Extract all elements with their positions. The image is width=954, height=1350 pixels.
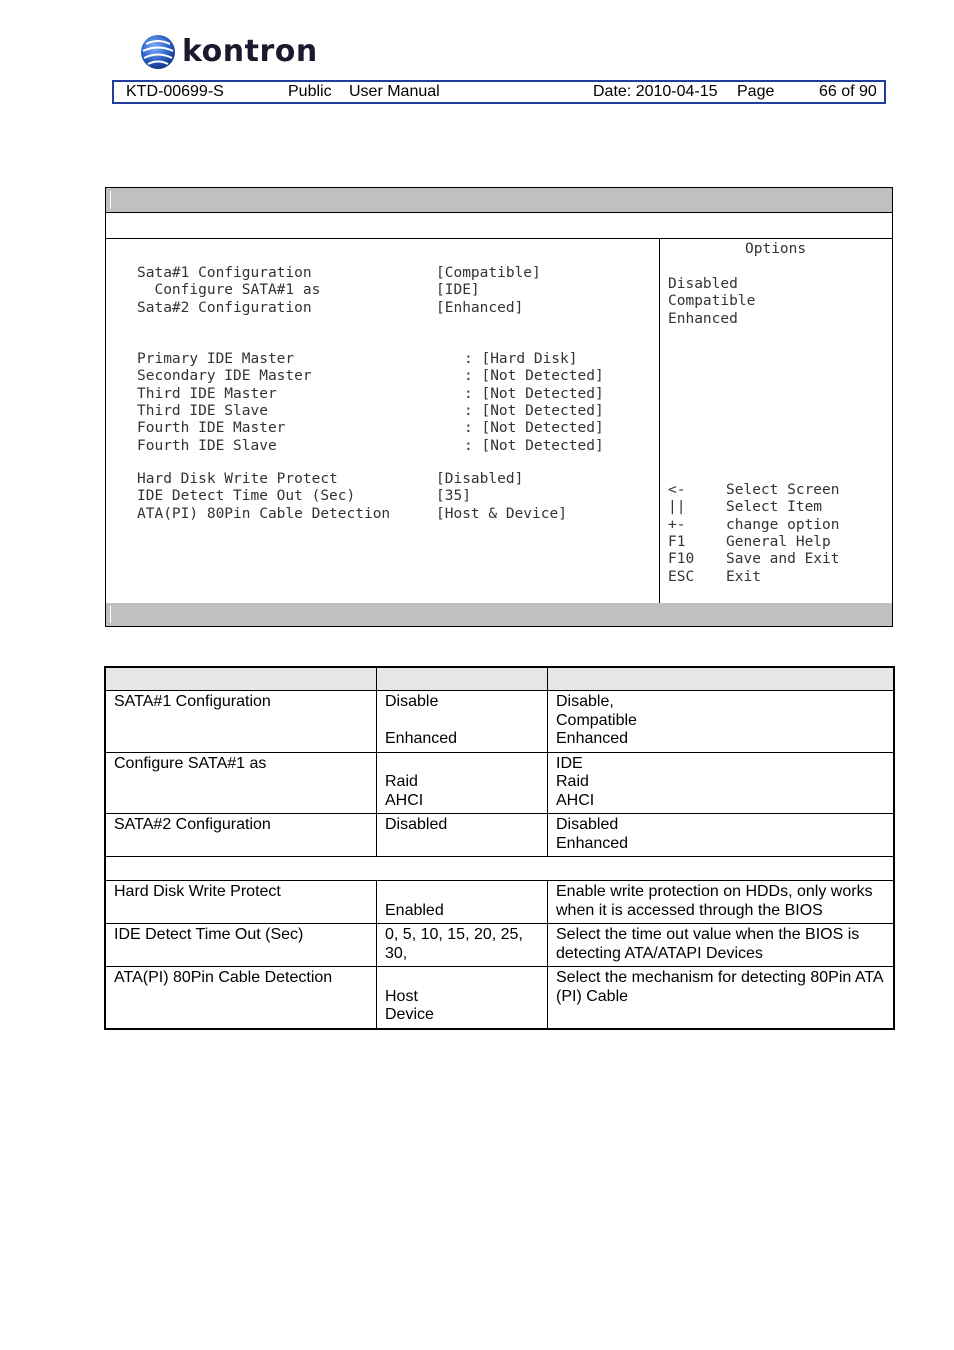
description-cell <box>548 691 895 753</box>
cell-line: Disable, <box>556 693 614 710</box>
bios-setting-value: [Compatible] <box>436 265 541 281</box>
options-cell <box>377 814 548 857</box>
bios-option-item: Disabled <box>668 276 738 292</box>
cell-line: Disabled <box>385 816 448 833</box>
bios-title-bar <box>106 188 892 213</box>
cell-line <box>385 883 539 902</box>
cell-line <box>385 712 539 731</box>
cell-line: detecting ATA/ATAPI Devices <box>556 944 763 962</box>
bios-setting-label: Fourth IDE Slave <box>137 437 277 454</box>
table-spacer-row <box>105 857 894 881</box>
bios-setting-label: Third IDE Master <box>137 385 277 402</box>
table-header-cell <box>548 667 895 691</box>
cell-line: Enabled <box>385 901 444 919</box>
feature-cell: SATA#1 Configuration <box>105 691 377 753</box>
feature-cell: SATA#2 Configuration <box>105 814 377 857</box>
bios-setting-label: Third IDE Slave <box>137 402 268 419</box>
options-cell <box>377 881 548 924</box>
options-cell <box>377 967 548 1029</box>
cell-line: AHCI <box>556 791 595 809</box>
document-header <box>112 80 886 104</box>
feature-cell: ATA(PI) 80Pin Cable Detection <box>105 967 377 1029</box>
bios-settings-table <box>104 666 895 1030</box>
bios-setting-label: ATA(PI) 80Pin Cable Detection <box>137 505 391 522</box>
doc-date: Date: 2010-04-15 <box>593 83 718 100</box>
cell-line: Select the mechanism for detecting 80Pin ATA <box>556 969 884 986</box>
bios-setting-label: Sata#1 Configuration <box>137 265 312 281</box>
bios-status-bar <box>106 603 892 626</box>
bios-key: <- <box>668 482 686 498</box>
table-spacer-cell <box>105 857 894 881</box>
cell-line <box>385 755 539 774</box>
bios-key-action: change option <box>726 516 840 533</box>
description-cell <box>548 924 895 967</box>
feature-cell: Configure SATA#1 as <box>105 752 377 814</box>
cell-line: Device <box>385 1006 434 1023</box>
bios-setting-value: : [Not Detected] <box>464 385 604 402</box>
table-row <box>105 967 894 1029</box>
cell-line: Compatible <box>556 711 637 729</box>
kontron-globe-icon <box>140 34 176 70</box>
bios-setting-value: [Enhanced] <box>436 299 524 316</box>
cell-line: Host <box>385 987 418 1005</box>
options-title: Options <box>745 241 807 257</box>
bios-menu-bar <box>106 213 892 239</box>
kontron-logo <box>140 32 318 72</box>
page-label: Page <box>737 83 775 100</box>
cell-line <box>385 969 539 988</box>
bios-setting-value: [IDE] <box>436 282 480 299</box>
cell-line: when it is accessed through the BIOS <box>556 901 823 919</box>
cell-line: Disabled <box>556 816 619 833</box>
cell-line: Select the time out value when the BIOS is <box>556 926 860 943</box>
cell-line: 0, 5, 10, 15, 20, 25, <box>385 926 523 943</box>
bios-setting-label: Hard Disk Write Protect <box>137 471 338 487</box>
bios-option-item: Compatible <box>668 293 756 310</box>
bios-key: F10 <box>668 551 695 568</box>
bios-key-action: Select Screen <box>726 482 840 498</box>
table-row <box>105 924 894 967</box>
bios-key-action: General Help <box>726 533 831 550</box>
bios-panel-divider <box>659 239 660 605</box>
bios-setting-label: Sata#2 Configuration <box>137 299 312 316</box>
logo-wordmark: kontron <box>182 34 318 69</box>
bios-setting-value: : [Not Detected] <box>464 420 604 437</box>
cell-line: AHCI <box>385 791 424 809</box>
bios-key: || <box>668 499 686 516</box>
cell-line: Enhanced <box>556 834 629 852</box>
options-cell <box>377 691 548 753</box>
bios-setting-value: [Host & Device] <box>436 505 567 522</box>
bios-setting-value: : [Not Detected] <box>464 402 604 419</box>
table-row <box>105 881 894 924</box>
bios-setting-label: Secondary IDE Master <box>137 368 312 385</box>
bios-setting-value: : [Not Detected] <box>464 437 604 454</box>
description-cell <box>548 881 895 924</box>
bios-setting-value: [35] <box>436 488 471 505</box>
bios-key-action: Save and Exit <box>726 551 840 568</box>
cell-line: Enhanced <box>556 730 629 747</box>
bios-setting-value: [Disabled] <box>436 471 524 487</box>
cell-line: Raid <box>556 773 589 790</box>
table-header-cell <box>377 667 548 691</box>
feature-cell: Hard Disk Write Protect <box>105 881 377 924</box>
bios-key-action: Select Item <box>726 499 823 516</box>
doc-id: KTD-00699-S <box>126 83 224 100</box>
table-row <box>105 691 894 753</box>
cell-line: Disable <box>385 693 439 710</box>
description-cell <box>548 967 895 1029</box>
cell-line: Raid <box>385 773 418 790</box>
bios-option-item: Enhanced <box>668 310 738 327</box>
bios-setting-label: Primary IDE Master <box>137 351 295 367</box>
table-header-cell <box>105 667 377 691</box>
description-cell <box>548 752 895 814</box>
bios-key: F1 <box>668 533 686 550</box>
page-number: 66 of 90 <box>819 83 877 100</box>
table-header-row <box>105 667 894 691</box>
bios-key: ESC <box>668 568 695 585</box>
bios-key-action: Exit <box>726 568 761 585</box>
table-row <box>105 752 894 814</box>
cell-line: Enhanced <box>385 730 458 747</box>
options-cell <box>377 752 548 814</box>
bios-screen <box>105 187 893 627</box>
cell-line: Enable write protection on HDDs, only works <box>556 883 873 900</box>
table-row <box>105 814 894 857</box>
cell-line: 30, <box>385 944 408 962</box>
options-cell <box>377 924 548 967</box>
bios-setting-label: IDE Detect Time Out (Sec) <box>137 488 356 505</box>
bios-setting-label: Fourth IDE Master <box>137 420 286 437</box>
doc-classification: Public <box>288 83 332 100</box>
bios-setting-value: : [Not Detected] <box>464 368 604 385</box>
cell-line: (PI) Cable <box>556 987 629 1005</box>
description-cell <box>548 814 895 857</box>
doc-type: User Manual <box>349 83 440 100</box>
cell-line: IDE <box>556 754 583 772</box>
feature-cell: IDE Detect Time Out (Sec) <box>105 924 377 967</box>
bios-setting-label: Configure SATA#1 as <box>137 282 321 299</box>
bios-setting-value: : [Hard Disk] <box>464 351 578 367</box>
bios-key: +- <box>668 516 686 533</box>
